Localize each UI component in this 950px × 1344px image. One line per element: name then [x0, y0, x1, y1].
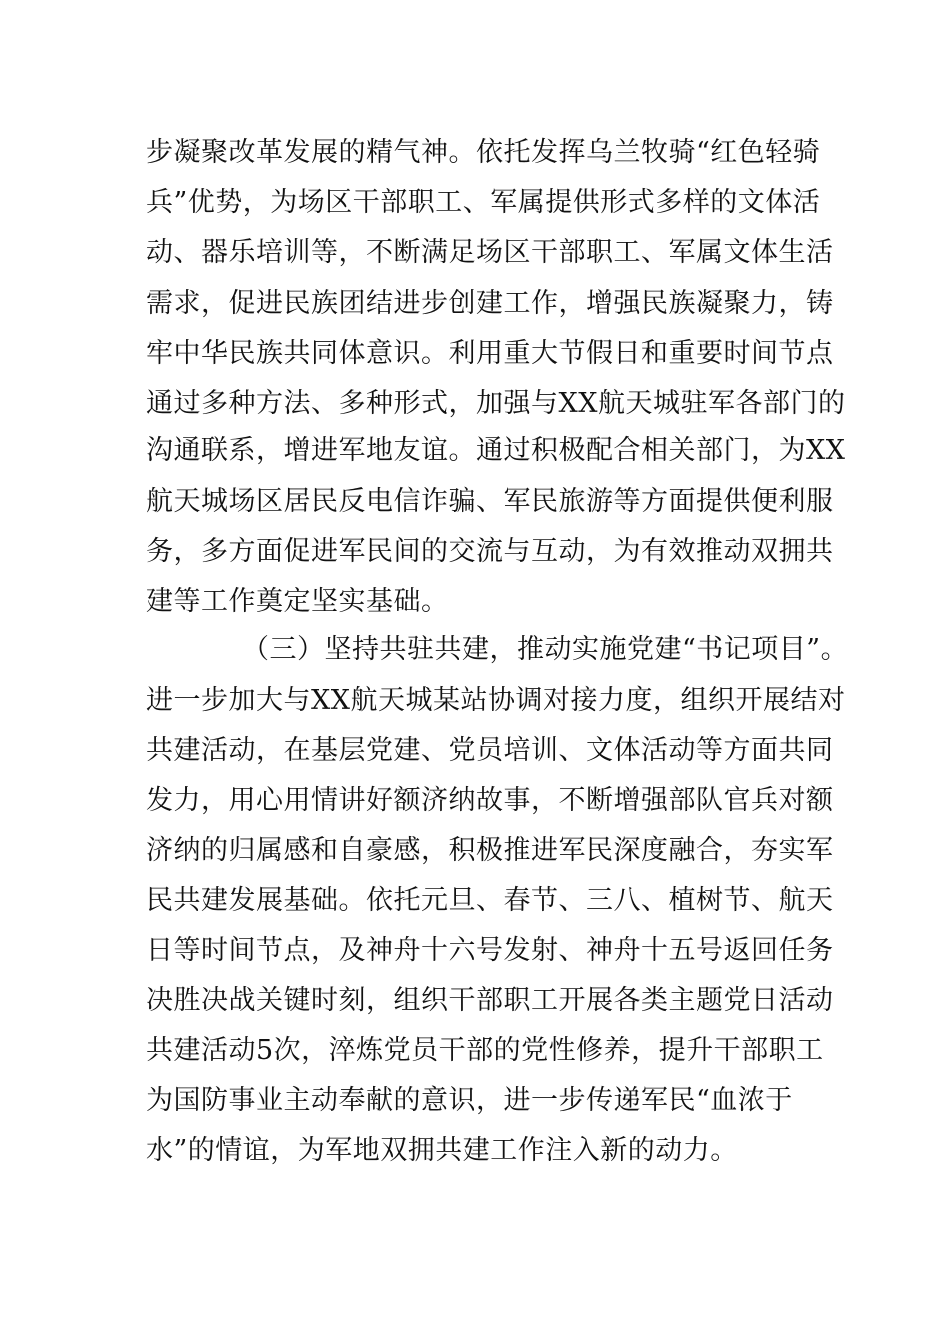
paragraph-line: 航天城场区居民反电信诈骗、军民旅游等方面提供便利服 — [146, 486, 834, 517]
paragraph-line: 通过多种方法、多种形式，加强与XX航天城驻军各部门的 — [146, 388, 846, 419]
paragraph-line: 共建活动5次，淬炼党员干部的党性修养，提升干部职工 — [146, 1035, 824, 1066]
paragraph-line: 步凝聚改革发展的精气神。依托发挥乌兰牧骑“红色轻骑 — [146, 137, 821, 168]
paragraph-line: 牢中华民族共同体意识。利用重大节假日和重要时间节点 — [146, 338, 834, 369]
section-heading-line: （三）坚持共驻共建，推动实施党建“书记项目”。 — [242, 634, 849, 665]
paragraph-line: 为国防事业主动奉献的意识，进一步传递军民“血浓于 — [146, 1085, 793, 1116]
paragraph-line: 进一步加大与XX航天城某站协调对接力度，组织开展结对 — [146, 685, 846, 716]
paragraph-line: 共建活动，在基层党建、党员培训、文体活动等方面共同 — [146, 735, 834, 766]
paragraph-line: 兵”优势，为场区干部职工、军属提供形式多样的文体活 — [146, 187, 821, 218]
paragraph-line: 建等工作奠定坚实基础。 — [146, 586, 449, 617]
paragraph-line: 发力，用心用情讲好额济纳故事，不断增强部队官兵对额 — [146, 785, 834, 816]
paragraph-line: 日等时间节点，及神舟十六号发射、神舟十五号返回任务 — [146, 935, 834, 966]
paragraph-line: 动、器乐培训等，不断满足场区干部职工、军属文体生活 — [146, 237, 834, 268]
paragraph-line: 沟通联系，增进军地友谊。通过积极配合相关部门，为XX — [146, 435, 846, 466]
paragraph-line: 决胜决战关键时刻，组织干部职工开展各类主题党日活动 — [146, 985, 834, 1016]
paragraph-line: 务，多方面促进军民间的交流与互动，为有效推动双拥共 — [146, 536, 834, 567]
paragraph-line: 水”的情谊，为军地双拥共建工作注入新的动力。 — [146, 1135, 738, 1166]
paragraph-line: 民共建发展基础。依托元旦、春节、三八、植树节、航天 — [146, 885, 834, 916]
paragraph-line: 济纳的归属感和自豪感，积极推进军民深度融合，夯实军 — [146, 835, 834, 866]
paragraph-line: 需求，促进民族团结进步创建工作，增强民族凝聚力，铸 — [146, 288, 834, 319]
